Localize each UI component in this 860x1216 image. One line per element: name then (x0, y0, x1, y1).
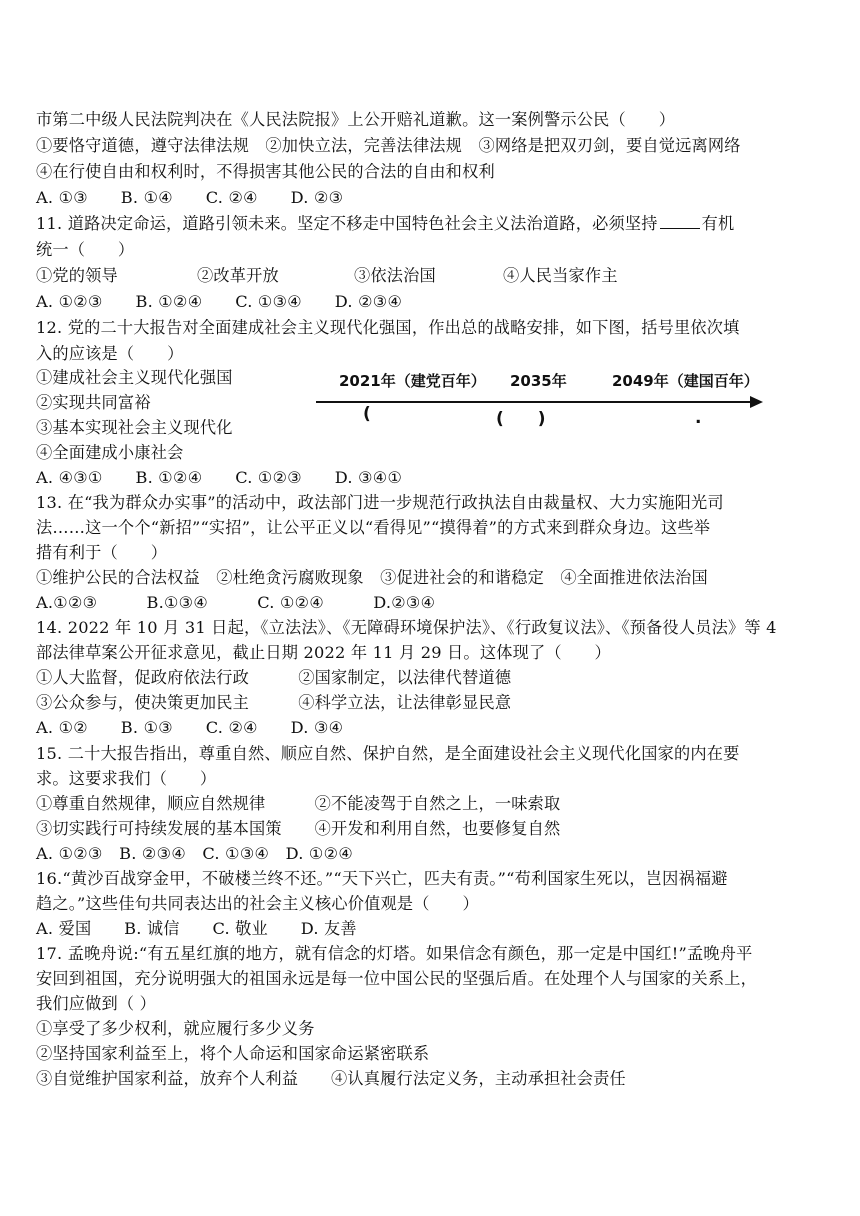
q16-stem-1: 16.“黄沙百战穿金甲，不破楼兰终不还。”“天下兴亡，匹夫有责。”“苟利国家生死以，岂因祸福避 (36, 869, 728, 888)
q15-options-3-4: ③切实践行可持续发展的基本国策 ④开发和利用自然，也要修复自然 (36, 819, 561, 838)
q11-stem (36, 212, 734, 236)
q11-stem-text: 11. 道路决定命运，道路引领未来。坚定不移走中国特色社会主义法治道路，必须坚持 (36, 214, 658, 233)
q14-choices: A. ①② B. ①③ C. ②④ D. ③④ (36, 718, 344, 737)
q11-stem-end: 统一（ ） (36, 240, 135, 259)
q16-choices: A. 爱国 B. 诚信 C. 敬业 D. 友善 (36, 919, 357, 938)
q12-option-2: ②实现共同富裕 (36, 393, 151, 412)
q13-options: ①维护公民的合法权益 ②杜绝贪污腐败现象 ③促进社会的和谐稳定 ④全面推进依法治国 (36, 568, 708, 587)
q17-options-3-4: ③自觉维护国家利益，放弃个人利益 ④认真履行法定义务，主动承担社会责任 (36, 1069, 626, 1088)
q11-stem-tail: 有机 (701, 214, 735, 233)
timeline-label-2035: 2035年 (510, 372, 567, 390)
q17-option-2: ②坚持国家利益至上，将个人命运和国家命运紧密联系 (36, 1044, 430, 1063)
q10-option-4: ④在行使自由和权利时，不得损害其他公民的合法的自由和权利 (36, 162, 495, 181)
q13-choices: A.①②③ B.①③④ C. ①②④ D.②③④ (36, 593, 436, 612)
fill-blank (660, 212, 700, 229)
q15-options-1-2: ①尊重自然规律，顺应自然规律 ②不能凌驾于自然之上，一味索取 (36, 794, 561, 813)
q12-stem: 12. 党的二十大报告对全面建成社会主义现代化强国，作出总的战略安排，如下图，括号里依次填 (36, 318, 740, 337)
q14-options-1-2: ①人大监督，促政府依法行政 ②国家制定，以法律代替道德 (36, 668, 512, 687)
q10-options-1-3: ①要恪守道德，遵守法律法规 ②加快立法，完善法律法规 ③网络是把双刃剑，要自觉远离网络 (36, 136, 741, 155)
q10-choices: A. ①③ B. ①④ C. ②④ D. ②③ (36, 188, 344, 207)
q17-stem-2: 安回到祖国，充分说明强大的祖国永远是每一位中国公民的坚强后盾。在处理个人与国家的关系上， (36, 969, 758, 988)
q14-stem-2: 部法律草案公开征求意见，截止日期 2022 年 11 月 29 日。这体现了（ ） (36, 643, 611, 662)
q13-stem-1: 13. 在“我为群众办实事”的活动中，政法部门进一步规范行政执法自由裁量权、大力实施阳光司 (36, 493, 724, 512)
q10-stem-end: 市第二中级人民法院判决在《人民法院报》上公开赔礼道歉。这一案例警示公民（ ） (36, 110, 676, 129)
q17-option-1: ①享受了多少权利，就应履行多少义务 (36, 1019, 315, 1038)
q15-stem-2: 求。这要求我们（ ） (36, 769, 217, 788)
q15-choices: A. ①②③ B. ②③④ C. ①③④ D. ①②④ (36, 844, 354, 863)
q12-option-4: ④全面建成小康社会 (36, 443, 184, 462)
q11-option-3: ③依法治国 (354, 266, 436, 285)
q17-stem-1: 17. 孟晚舟说:“有五星红旗的地方，就有信念的灯塔。如果信念有颜色，那一定是中国红!”孟晚舟平 (36, 944, 753, 963)
q14-options-3-4: ③公众参与，使决策更加民主 ④科学立法，让法律彰显民意 (36, 693, 512, 712)
q11-option-2: ②改革开放 (197, 266, 279, 285)
q13-stem-3: 措有利于（ ） (36, 543, 168, 562)
q12-option-1: ①建成社会主义现代化强国 (36, 368, 233, 387)
q17-stem-3: 我们应做到（ ） (36, 994, 157, 1013)
q12-choices: A. ④③① B. ①②④ C. ①②③ D. ③④① (36, 468, 403, 487)
q11-option-1: ①党的领导 (36, 266, 118, 285)
q12-option-3: ③基本实现社会主义现代化 (36, 418, 233, 437)
timeline-blank-2: ( ) (496, 409, 546, 429)
q11-option-4: ④人民当家作主 (503, 266, 618, 285)
q15-stem-1: 15. 二十大报告指出，尊重自然、顺应自然、保护自然，是全面建设社会主义现代化国家的内在要 (36, 744, 740, 763)
q12-stem-end: 入的应该是（ ） (36, 344, 184, 363)
timeline-label-2021: 2021年（建党百年） (339, 372, 486, 390)
timeline-label-2049: 2049年（建国百年） (612, 372, 759, 390)
q13-stem-2: 法……这一个个“新招”“实招”，让公平正义以“看得见”“摸得着”的方式来到群众身边。这些举 (36, 518, 711, 537)
q14-stem-1: 14. 2022 年 10 月 31 日起，《立法法》、《无障碍环境保护法》、《行政复议法》、《预备役人员法》等 4 (36, 618, 777, 637)
q16-stem-2: 趋之。”这些佳句共同表达出的社会主义核心价值观是（ ） (36, 894, 479, 913)
q11-choices: A. ①②③ B. ①②④ C. ①③④ D. ②③④ (36, 292, 403, 311)
timeline-blank-3: . (695, 408, 702, 428)
timeline-blank-1: ( (363, 404, 371, 424)
